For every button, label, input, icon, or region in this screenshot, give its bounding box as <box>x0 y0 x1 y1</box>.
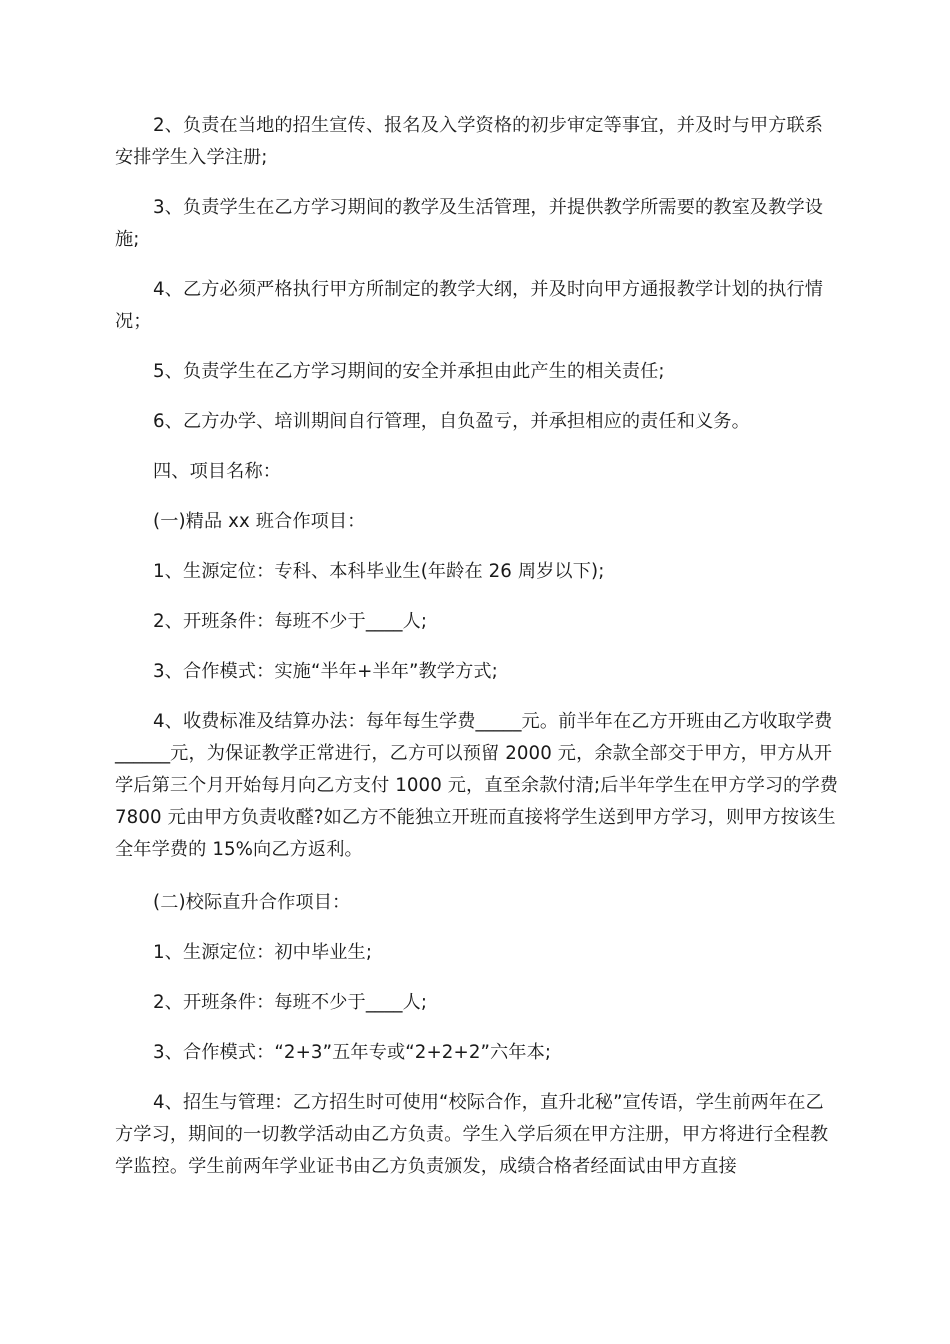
paragraph-direct-3: 3、合作模式：“2+3”五年专或“2+2+2”六年本; <box>153 1042 552 1063</box>
subsection-heading-direct-promotion: (二)校际直升合作项目： <box>153 892 351 913</box>
paragraph-premium-3: 3、合作模式：实施“半年+半年”教学方式; <box>153 661 498 682</box>
section-heading-project-names: 四、项目名称： <box>153 461 282 482</box>
paragraph-direct-4: 4、招生与管理：乙方招生时可使用“校际合作，直升北秘”宣传语，学生前两年在乙方学习，期间的一切教学活动由乙方负责。学生入学后须在甲方注册，甲方将进行全程教学监控。学生前两年学业证书由乙方负责颁发，成绩合格者经面试由甲方直接 <box>115 1092 829 1177</box>
paragraph-premium-2: 2、开班条件：每班不少于____人; <box>153 611 428 632</box>
paragraph-duty-3: 3、负责学生在乙方学习期间的教学及生活管理，并提供教学所需要的教室及教学设施; <box>115 197 824 250</box>
paragraph-direct-2: 2、开班条件：每班不少于____人; <box>153 992 428 1013</box>
paragraph-duty-2: 2、负责在当地的招生宣传、报名及入学资格的初步审定等事宜，并及时与甲方联系安排学生入学注册; <box>115 115 824 168</box>
paragraph-premium-4: 4、收费标准及结算办法：每年每生学费_____元。前半年在乙方开班由乙方收取学费______元，为保证教学正常进行，乙方可以预留 2000 元，余款全部交于甲方，甲方从开学后第三个月开始每月向乙方支付 1000 元，直至余款付清;后半年学生在甲方学习的学费 7800 元由甲方负责收醛?如乙方不能独立开班而直接将学生送到甲方学习，则甲方按该生全年学费的 15%向乙方返利。 <box>115 711 839 860</box>
subsection-heading-premium-class: (一)精品 xx 班合作项目： <box>153 511 366 532</box>
paragraph-duty-5: 5、负责学生在乙方学习期间的安全并承担由此产生的相关责任; <box>153 361 665 382</box>
document-body <box>115 110 840 1183</box>
paragraph-duty-4: 4、乙方必须严格执行甲方所制定的教学大纲，并及时向甲方通报教学计划的执行情况； <box>115 279 824 332</box>
paragraph-direct-1: 1、生源定位：初中毕业生; <box>153 942 373 963</box>
paragraph-duty-6: 6、乙方办学、培训期间自行管理，自负盈亏，并承担相应的责任和义务。 <box>153 411 750 432</box>
paragraph-premium-1: 1、生源定位：专科、本科毕业生(年龄在 26 周岁以下); <box>153 561 605 582</box>
